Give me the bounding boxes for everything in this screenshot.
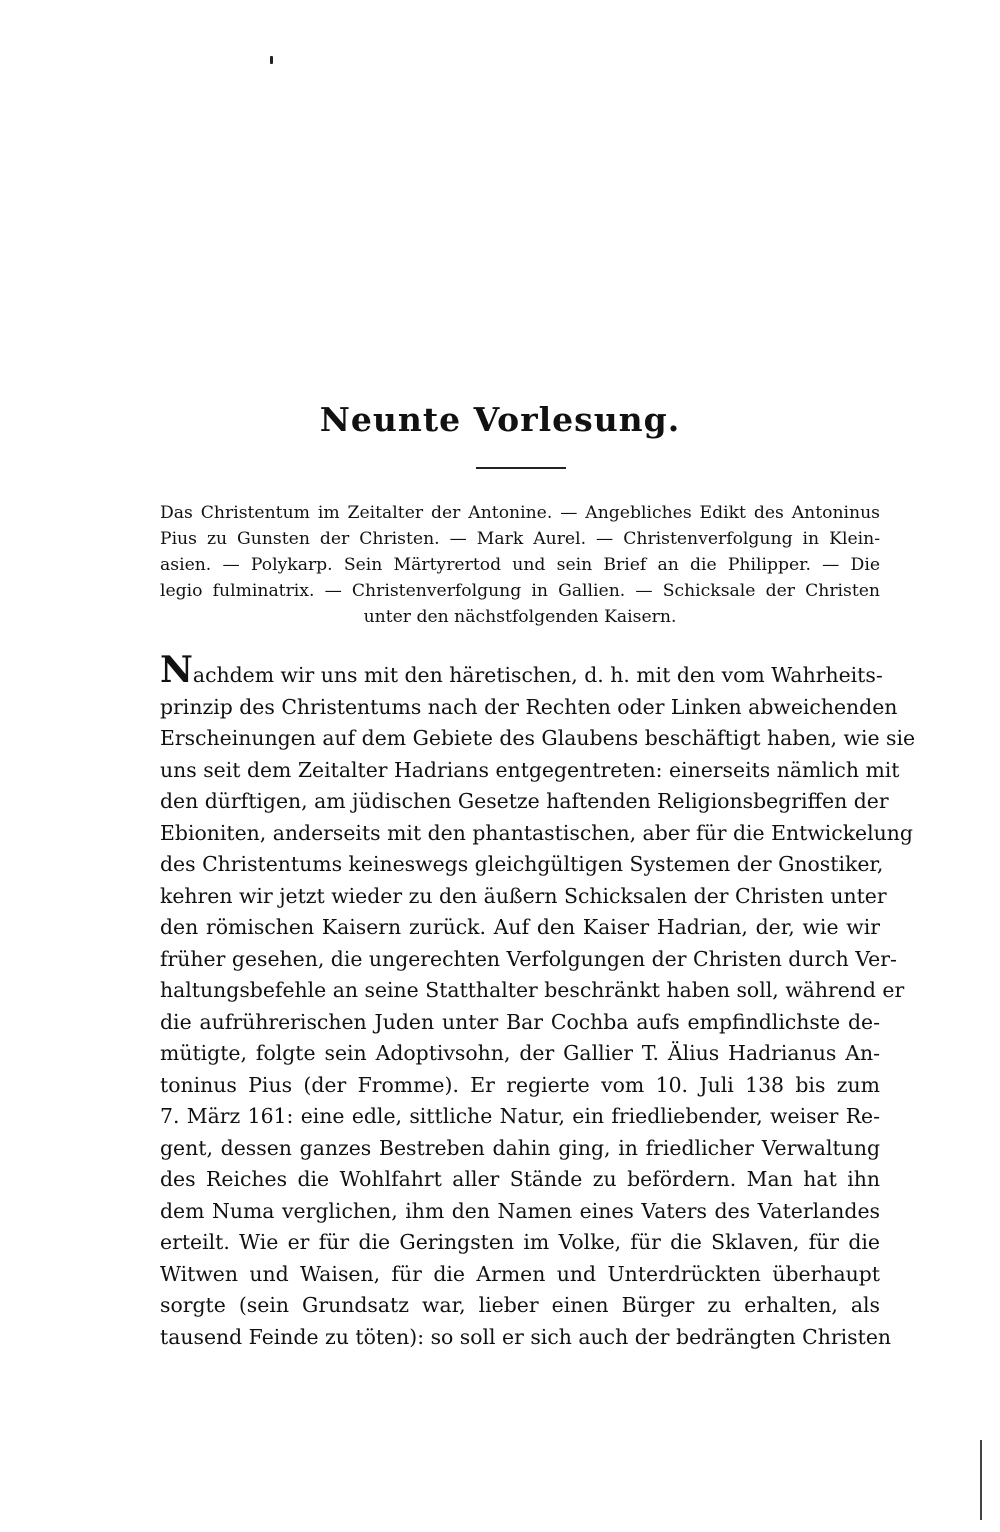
- body-line: gent, dessen ganzes Bestreben dahin ging, in friedlicher Verwaltung: [160, 1135, 880, 1160]
- chapter-title: Neunte Vorlesung.: [319, 400, 681, 439]
- body-line: haltungsbefehle an seine Statthalter beschränkt haben soll, während er: [160, 978, 905, 1002]
- body-line: sorgte (sein Grundsatz war, lieber einen Bürger zu erhalten, als: [160, 1293, 880, 1317]
- body-first-line: [160, 649, 883, 692]
- body-line: uns seit dem Zeitalter Hadrians entgegentreten: einerseits nämlich mit: [160, 757, 900, 782]
- body-line: den römischen Kaisern zurück. Auf den Kaiser Hadrian, der, wie wir: [160, 915, 880, 939]
- summary-line: legio fulminatrix. — Christenverfolgung in Gallien. — Schicksale der Christen: [160, 581, 880, 601]
- body-line: die aufrührerischen Juden unter Bar Cochba aufs empfindlichste de-: [160, 1009, 880, 1034]
- body-line: des Reiches die Wohlfahrt aller Stände zu befördern. Man hat ihn: [160, 1167, 880, 1191]
- body-line: des Christentums keineswegs gleichgültigen Systemen der Gnostiker,: [160, 852, 884, 876]
- body-line: kehren wir jetzt wieder zu den äußern Schicksalen der Christen unter: [160, 883, 887, 908]
- body-line: Ebioniten, anderseits mit den phantastischen, aber für die Entwickelung: [160, 820, 913, 845]
- body-line: Witwen und Waisen, für die Armen und Unterdrückten überhaupt: [160, 1261, 880, 1286]
- summary-line: Das Christentum im Zeitalter der Antonine. — Angebliches Edikt des Antoninus: [160, 503, 880, 523]
- body-line: prinzip des Christentums nach der Rechten oder Linken abweichenden: [160, 694, 898, 719]
- summary-line: asien. — Polykarp. Sein Märtyrertod und sein Brief an die Philipper. — Die: [160, 555, 880, 575]
- initial-letter: N: [160, 649, 193, 691]
- summary-line: unter den nächstfolgenden Kaisern.: [363, 607, 677, 627]
- body-line: erteilt. Wie er für die Geringsten im Volke, für die Sklaven, für die: [160, 1230, 880, 1254]
- body-line: Erscheinungen auf dem Gebiete des Glaubens beschäftigt haben, wie sie: [160, 726, 916, 750]
- summary-line: Pius zu Gunsten der Christen. — Mark Aurel. — Christenverfolgung in Klein-: [160, 529, 880, 549]
- body-line: 7. März 161: eine edle, sittliche Natur, ein friedliebender, weiser Re-: [160, 1104, 880, 1128]
- body-line: den dürftigen, am jüdischen Gesetze haftenden Religionsbegriffen der: [160, 789, 889, 813]
- title-divider: [476, 467, 566, 469]
- body-line: tausend Feinde zu töten): so soll er sich auch der bedrängten Christen: [160, 1324, 892, 1349]
- body-line: toninus Pius (der Fromme). Er regierte vom 10. Juli 138 bis zum: [160, 1072, 880, 1097]
- body-line: dem Numa verglichen, ihm den Namen eines Vaters des Vaterlandes: [160, 1198, 880, 1223]
- body-text: [160, 649, 916, 1353]
- body-line: mütigte, folgte sein Adoptivsohn, der Gallier T. Älius Hadrianus An-: [160, 1041, 880, 1065]
- chapter-summary: [160, 500, 880, 630]
- body-first-line-text: achdem wir uns mit den häretischen, d. h. mit den vom Wahrheits-: [192, 663, 883, 687]
- body-line: früher gesehen, die ungerechten Verfolgungen der Christen durch Ver-: [160, 946, 897, 971]
- page-edge-mark: [980, 1440, 982, 1520]
- ink-speck: [270, 56, 273, 64]
